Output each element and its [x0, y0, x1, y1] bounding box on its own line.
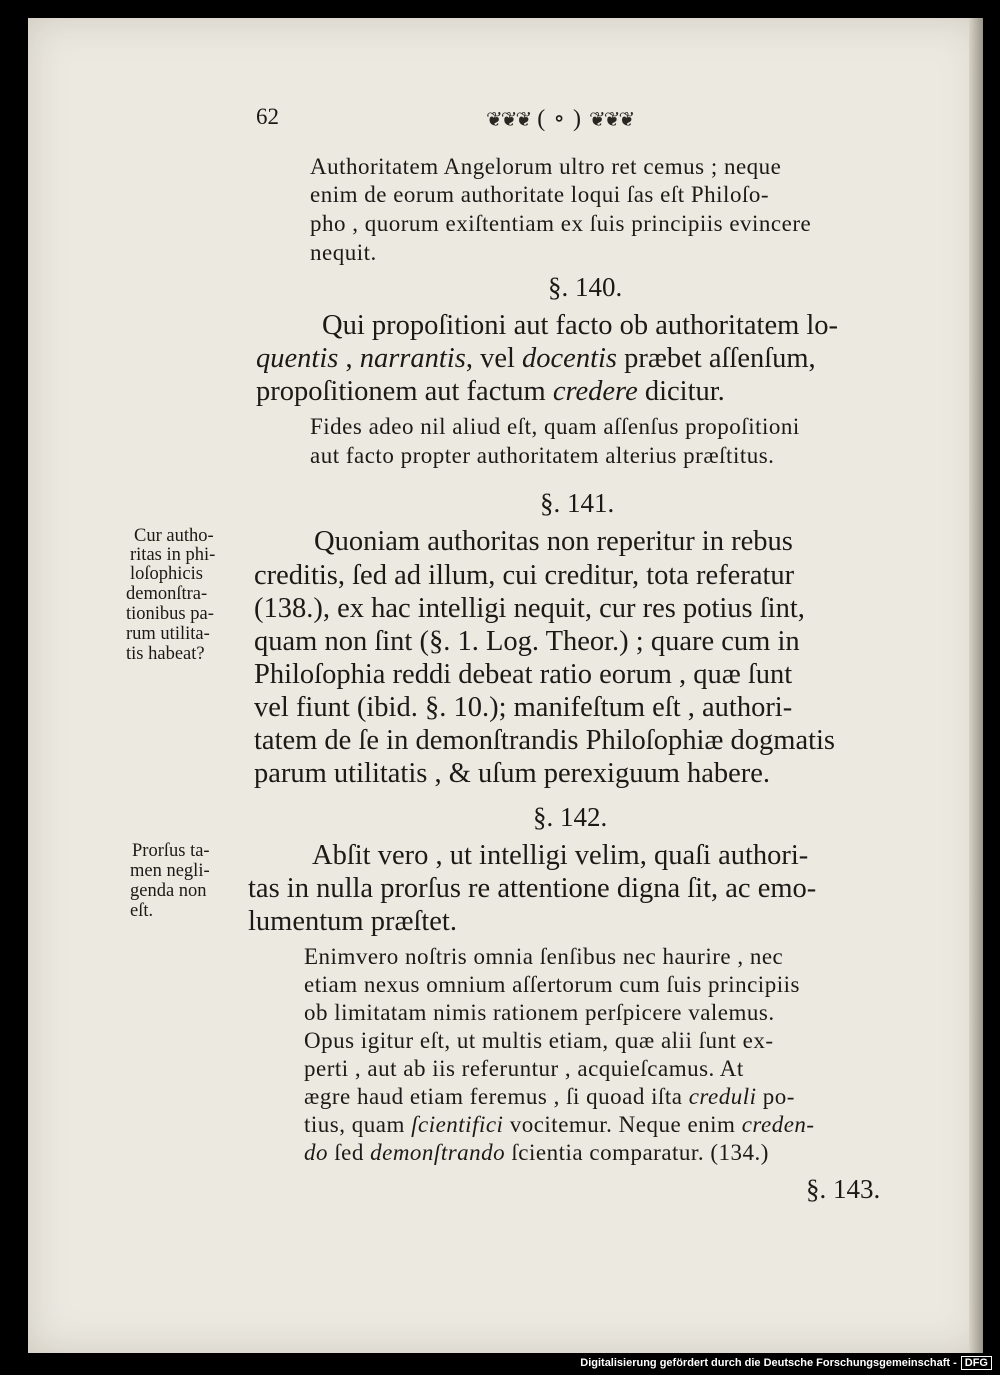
text-line: enim de eorum authoritate loqui ſas eſt Philoſo-	[310, 182, 769, 207]
margin-note-line: rum utilita-	[126, 624, 210, 644]
note-line: ægre haud etiam feremus , ſi quoad iſta creduli po-	[304, 1084, 795, 1109]
note-line: aut facto propter authoritatem alterius præſtitus.	[310, 443, 775, 468]
note-line: perti , aut ab iis referuntur , acquieſcamus. At	[304, 1056, 744, 1081]
note-line: ob limitatam nimis rationem perſpicere valemus.	[304, 1000, 775, 1025]
margin-note-line: eſt.	[130, 901, 154, 921]
page-number: 62	[256, 104, 279, 129]
margin-note-line: Prorſus ta-	[132, 841, 210, 861]
dfg-logo: DFG	[961, 1356, 992, 1370]
text-line: nequit.	[310, 240, 377, 265]
text-line: propoſitionem aut factum credere dicitur.	[256, 376, 725, 407]
ornament-right-icon: ❦❦❦	[589, 109, 634, 131]
note-line: Opus igitur eſt, ut multis etiam, quæ alii ſunt ex-	[304, 1028, 774, 1053]
text-line: parum utilitatis , & uſum perexiguum habere.	[254, 758, 771, 789]
text-line: Quoniam authoritas non reperitur in rebus	[314, 526, 793, 557]
text-line: Authoritatem Angelorum ultro ret cemus ; neque	[310, 154, 782, 179]
margin-note-line: Cur autho-	[134, 526, 214, 546]
catchword: §. 143.	[806, 1174, 881, 1204]
note-line: tius, quam ſcientifici vocitemur. Neque enim creden-	[304, 1112, 815, 1137]
text-line: Qui propoſitioni aut facto ob authoritatem lo-	[322, 310, 839, 341]
text-line: quentis , narrantis, vel docentis præbet aſſenſum,	[256, 343, 816, 374]
margin-note-line: ritas in phi-	[130, 545, 216, 565]
text-line: Philoſophia reddi debeat ratio eorum , quæ ſunt	[254, 659, 793, 690]
text-line: lumentum præſtet.	[248, 906, 457, 937]
section-heading: §. 142.	[533, 802, 608, 832]
book-page	[28, 18, 983, 1353]
header-ornament	[486, 104, 633, 133]
margin-note-line: tis habeat?	[126, 644, 205, 664]
ornament-center: ( ∘ )	[537, 106, 583, 132]
digitization-credit: Digitalisierung gefördert durch die Deutsche Forschungsgemeinschaft - DFG	[580, 1357, 992, 1369]
text-line: tas in nulla prorſus re attentione digna ſit, ac emo-	[248, 873, 817, 904]
text-line: creditis, ſed ad illum, cui creditur, tota referatur	[254, 560, 795, 591]
ornament-left-icon: ❦❦❦	[486, 109, 531, 131]
margin-note-line: loſophicis	[130, 564, 203, 584]
text-line: vel fiunt (ibid. §. 10.); manifeſtum eſt , authori-	[254, 692, 793, 723]
text-line: quam non ſint (§. 1. Log. Theor.) ; quare cum in	[254, 626, 800, 657]
margin-note-line: tionibus pa-	[126, 604, 214, 624]
section-heading: §. 141.	[540, 488, 615, 518]
margin-note-line: demonſtra-	[126, 584, 208, 604]
note-line: Fides adeo nil aliud eſt, quam aſſenſus propoſitioni	[310, 414, 800, 439]
margin-note-line: men negli-	[130, 861, 210, 881]
text-line: Abſit vero , ut intelligi velim, quaſi authori-	[312, 840, 809, 871]
book-spine	[969, 18, 983, 1353]
section-heading: §. 140.	[548, 272, 623, 302]
text-line: pho , quorum exiſtentiam ex ſuis principiis evincere	[310, 211, 812, 236]
note-line: do ſed demonſtrando ſcientia comparatur. (134.)	[304, 1140, 769, 1165]
margin-note-line: genda non	[130, 881, 207, 901]
note-line: etiam nexus omnium aſſertorum cum ſuis principiis	[304, 972, 800, 997]
text-line: tatem de ſe in demonſtrandis Philoſophiæ dogmatis	[254, 725, 836, 756]
note-line: Enimvero noſtris omnia ſenſibus nec haurire , nec	[304, 944, 784, 969]
text-line: (138.), ex hac intelligi nequit, cur res potius ſint,	[254, 593, 805, 624]
